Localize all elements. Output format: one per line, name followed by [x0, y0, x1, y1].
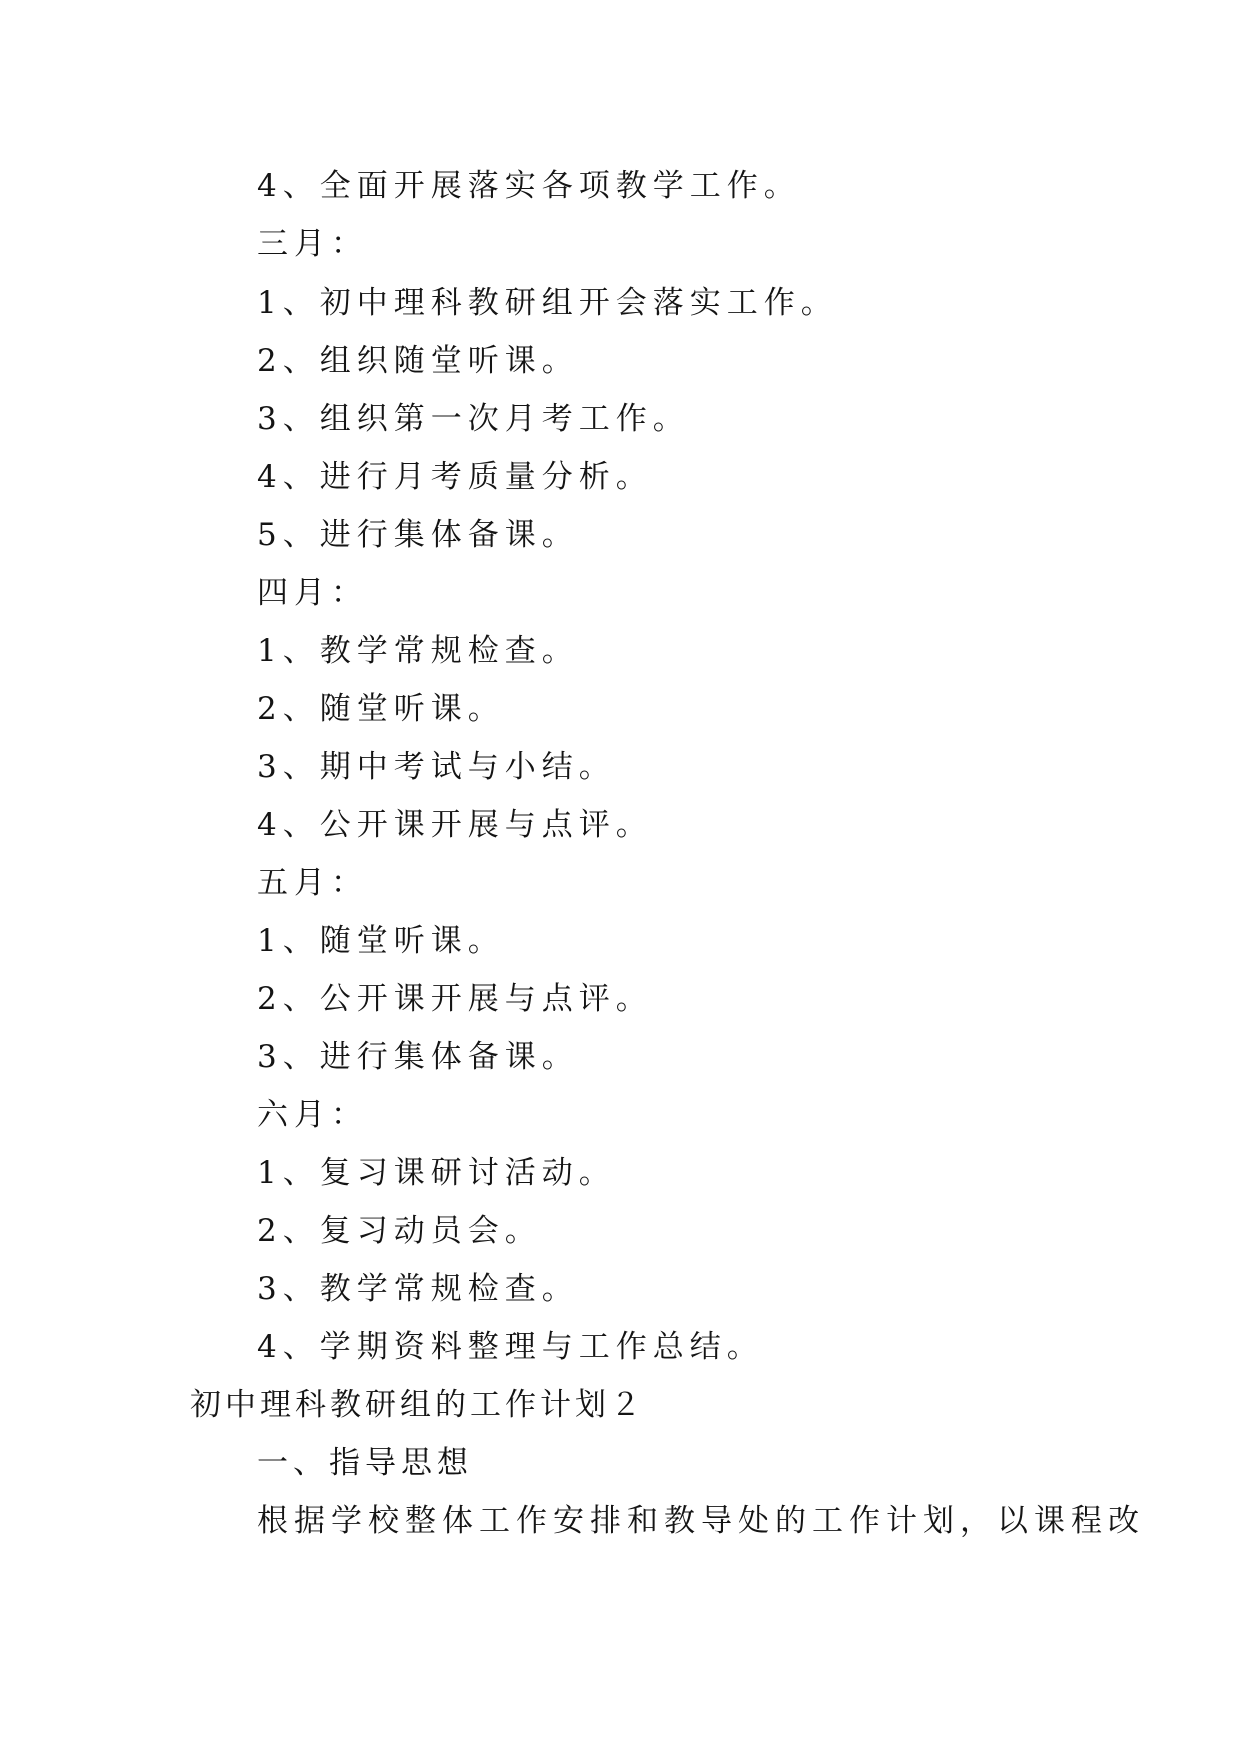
text-line: 2、组织随堂听课。 — [257, 343, 579, 379]
text-line: 2、复习动员会。 — [257, 1213, 542, 1249]
section-heading: 一、指导思想 — [257, 1445, 473, 1481]
text-line: 3、组织第一次月考工作。 — [257, 401, 690, 437]
text-line: 4、进行月考质量分析。 — [257, 459, 653, 495]
text-line: 1、随堂听课。 — [257, 923, 505, 959]
text-line: 3、教学常规检查。 — [257, 1271, 579, 1307]
text-line: 1、初中理科教研组开会落实工作。 — [257, 285, 838, 321]
text-line: 2、随堂听课。 — [257, 691, 505, 727]
text-line: 4、公开课开展与点评。 — [257, 807, 653, 843]
text-line: 3、期中考试与小结。 — [257, 749, 616, 785]
text-line: 1、教学常规检查。 — [257, 633, 579, 669]
text-line: 4、学期资料整理与工作总结。 — [257, 1329, 764, 1365]
text-line: 4、全面开展落实各项教学工作。 — [257, 168, 801, 204]
month-heading-march: 三月： — [257, 226, 368, 262]
month-heading-june: 六月： — [257, 1097, 368, 1133]
text-line: 3、进行集体备课。 — [257, 1039, 579, 1075]
document-title: 初中理科教研组的工作计划２ — [190, 1387, 645, 1423]
text-line: 1、复习课研讨活动。 — [257, 1155, 616, 1191]
month-heading-april: 四月： — [257, 575, 368, 611]
month-heading-may: 五月： — [257, 865, 368, 901]
paragraph-text: 根据学校整体工作安排和教导处的工作计划，以课程改 — [257, 1503, 1145, 1539]
text-line: 2、公开课开展与点评。 — [257, 981, 653, 1017]
text-line: 5、进行集体备课。 — [257, 517, 579, 553]
